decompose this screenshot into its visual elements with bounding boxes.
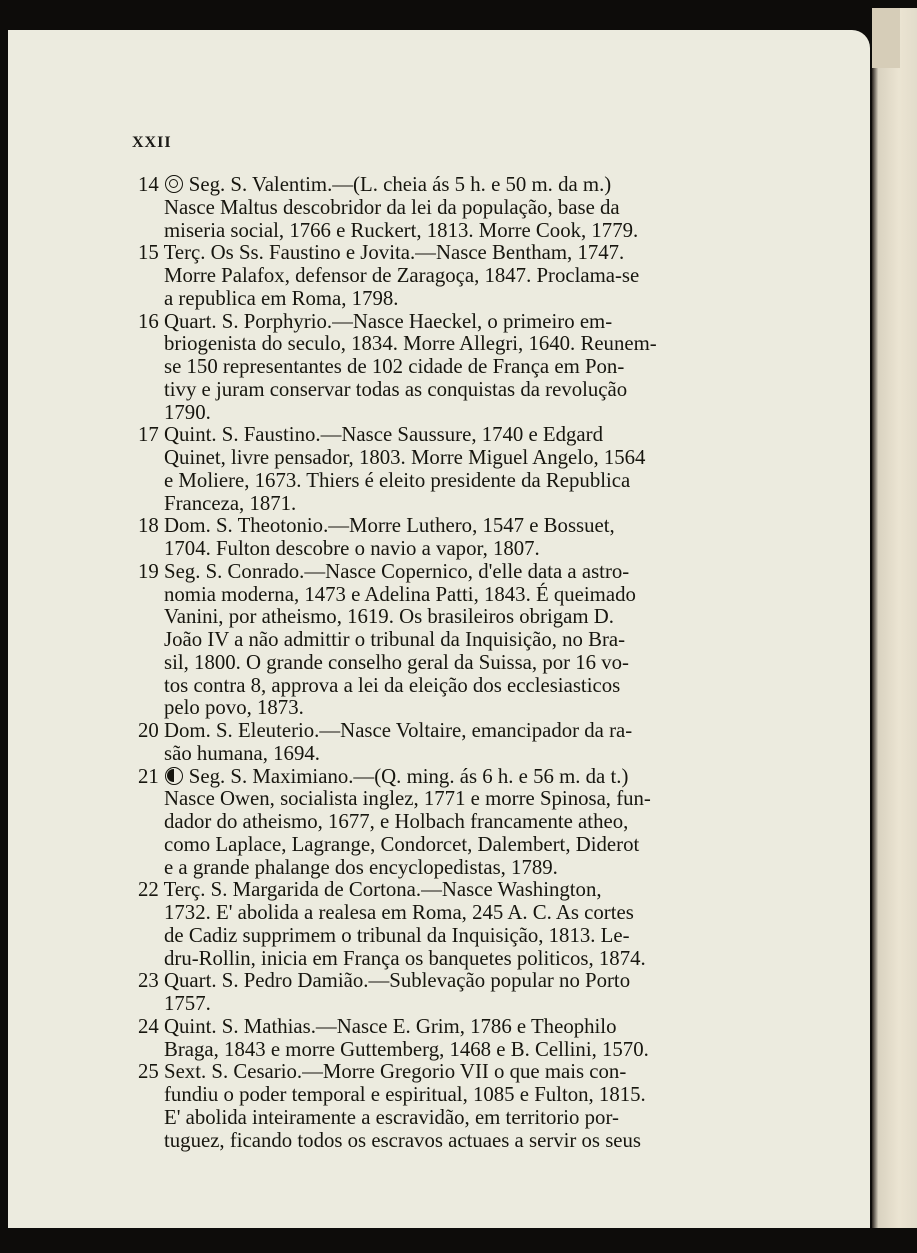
adjacent-page-edge (872, 8, 917, 1253)
day-number: 15 (138, 241, 159, 265)
day-number: 23 (138, 969, 159, 993)
entry-line: pelo povo, 1873. (164, 696, 304, 720)
scan-border (0, 1228, 917, 1253)
page-number: XXII (132, 134, 172, 151)
entry-line: 1704. Fulton descobre o navio a vapor, 1807. (164, 537, 540, 560)
entry-line: de Cadiz supprimem o tribunal da Inquisição, 1813. Le- (164, 923, 630, 947)
entry-first-line (138, 970, 768, 993)
calendar-entry (138, 879, 768, 970)
calendar-entry (138, 1061, 768, 1152)
entry-line: Nasce Owen, socialista inglez, 1771 e morre Spinosa, fun- (164, 787, 651, 811)
entry-line: Quinet, livre pensador, 1803. Morre Miguel Angelo, 1564 (164, 446, 646, 469)
entry-line: Braga, 1843 e morre Guttemberg, 1468 e B. Cellini, 1570. (164, 1037, 649, 1061)
entry-line: são humana, 1694. (164, 741, 320, 765)
calendar-entries (138, 174, 768, 1152)
entry-line: como Laplace, Lagrange, Condorcet, Dalembert, Diderot (164, 832, 640, 856)
entry-line: 1790. (164, 400, 211, 424)
entry-first-line (138, 766, 768, 789)
calendar-entry (138, 242, 768, 310)
calendar-entry (138, 720, 768, 766)
entry-first-line (138, 1016, 768, 1039)
entry-text: Terç. Os Ss. Faustino e Jovita.—Nasce Bentham, 1747. (163, 241, 625, 265)
entry-line: E' abolida inteiramente a escravidão, em territorio por- (164, 1105, 619, 1129)
entry-line: miseria social, 1766 e Ruckert, 1813. Morre Cook, 1779. (164, 218, 639, 242)
entry-text: Quart. S. Porphyrio.—Nasce Haeckel, o primeiro em- (164, 309, 613, 333)
entry-text: Seg. S. Conrado.—Nasce Copernico, d'elle data a astro- (164, 559, 630, 583)
calendar-entry (138, 561, 768, 720)
entry-line: e a grande phalange dos encyclopedistas, 1789. (164, 855, 558, 879)
entry-line: dru-Rollin, inicia em França os banquetes politicos, 1874. (164, 946, 646, 970)
entry-text: Terç. S. Margarida de Cortona.—Nasce Washington, (163, 878, 602, 902)
calendar-entry (138, 1016, 768, 1062)
entry-first-line (138, 720, 768, 743)
entry-text: Dom. S. Eleuterio.—Nasce Voltaire, emancipador da ra- (164, 719, 633, 742)
calendar-entry (138, 766, 768, 880)
entry-line: dador do atheismo, 1677, e Holbach francamente atheo, (164, 810, 629, 833)
entry-line: a republica em Roma, 1798. (164, 286, 399, 310)
entry-first-line (138, 561, 768, 584)
calendar-entry (138, 515, 768, 561)
entry-text: Quint. S. Mathias.—Nasce E. Grim, 1786 e Theophilo (164, 1014, 617, 1038)
entry-line: 1732. E' abolida a realesa em Roma, 245 A. C. As cortes (164, 901, 634, 924)
entry-text: Dom. S. Theotonio.—Morre Luthero, 1547 e Bossuet, (164, 514, 615, 538)
calendar-entry (138, 311, 768, 425)
entry-line: tuguez, ficando todos os escravos actuaes a servir os seus (164, 1128, 642, 1152)
entry-line: fundiu o poder temporal e espiritual, 1085 e Fulton, 1815. (164, 1083, 646, 1106)
entry-text: Seg. S. Maximiano.—(Q. ming. ás 6 h. e 56 m. da t.) (188, 764, 629, 788)
entry-text: Quart. S. Pedro Damião.—Sublevação popular no Porto (164, 969, 631, 993)
calendar-entry (138, 970, 768, 1016)
entry-text: Seg. S. Valentim.—(L. cheia ás 5 h. e 50 m. da m.) (188, 173, 612, 196)
calendar-entry (138, 174, 768, 242)
calendar-entry (138, 424, 768, 515)
entry-first-line (138, 515, 768, 538)
day-number: 16 (138, 309, 159, 333)
entry-first-line (138, 311, 768, 334)
day-number: 17 (138, 423, 159, 447)
entry-line: 1757. (164, 992, 211, 1015)
entry-text: Sext. S. Cesario.—Morre Gregorio VII o que mais con- (164, 1060, 627, 1084)
entry-first-line (138, 879, 768, 902)
entry-line: briogenista do seculo, 1834. Morre Allegri, 1640. Reunem- (164, 332, 657, 356)
day-number: 18 (138, 514, 159, 538)
entry-line: nomia moderna, 1473 e Adelina Patti, 1843. É queimado (164, 582, 636, 606)
entry-first-line (138, 1061, 768, 1084)
entry-line: João IV a não admittir o tribunal da Inquisição, no Bra- (164, 628, 626, 651)
entry-line: Morre Palafox, defensor de Zaragoça, 1847. Proclama-se (164, 264, 640, 287)
entry-line: tivy e juram conservar todas as conquistas da revolução (164, 377, 628, 401)
day-number: 22 (138, 878, 159, 902)
full-moon-icon (165, 175, 183, 193)
entry-first-line (138, 174, 768, 197)
waning-moon-icon (165, 767, 183, 785)
day-number: 21 (138, 764, 159, 788)
day-number: 25 (138, 1060, 159, 1084)
day-number: 14 (138, 173, 159, 196)
entry-line: Vanini, por atheismo, 1619. Os brasileiros obrigam D. (164, 605, 614, 629)
entry-first-line (138, 424, 768, 447)
entry-first-line (138, 242, 768, 265)
day-number: 19 (138, 559, 159, 583)
day-number: 24 (138, 1014, 159, 1038)
entry-line: se 150 representantes de 102 cidade de França em Pon- (164, 355, 625, 378)
entry-line: Franceza, 1871. (164, 491, 297, 515)
entry-line: sil, 1800. O grande conselho geral da Suissa, por 16 vo- (164, 650, 629, 674)
entry-line: tos contra 8, approva a lei da eleição dos ecclesiasticos (164, 673, 621, 697)
day-number: 20 (138, 719, 159, 742)
entry-line: e Moliere, 1673. Thiers é eleito presidente da Republica (164, 468, 631, 492)
entry-line: Nasce Maltus descobridor da lei da população, base da (164, 195, 620, 219)
entry-text: Quint. S. Faustino.—Nasce Saussure, 1740 e Edgard (164, 423, 603, 447)
